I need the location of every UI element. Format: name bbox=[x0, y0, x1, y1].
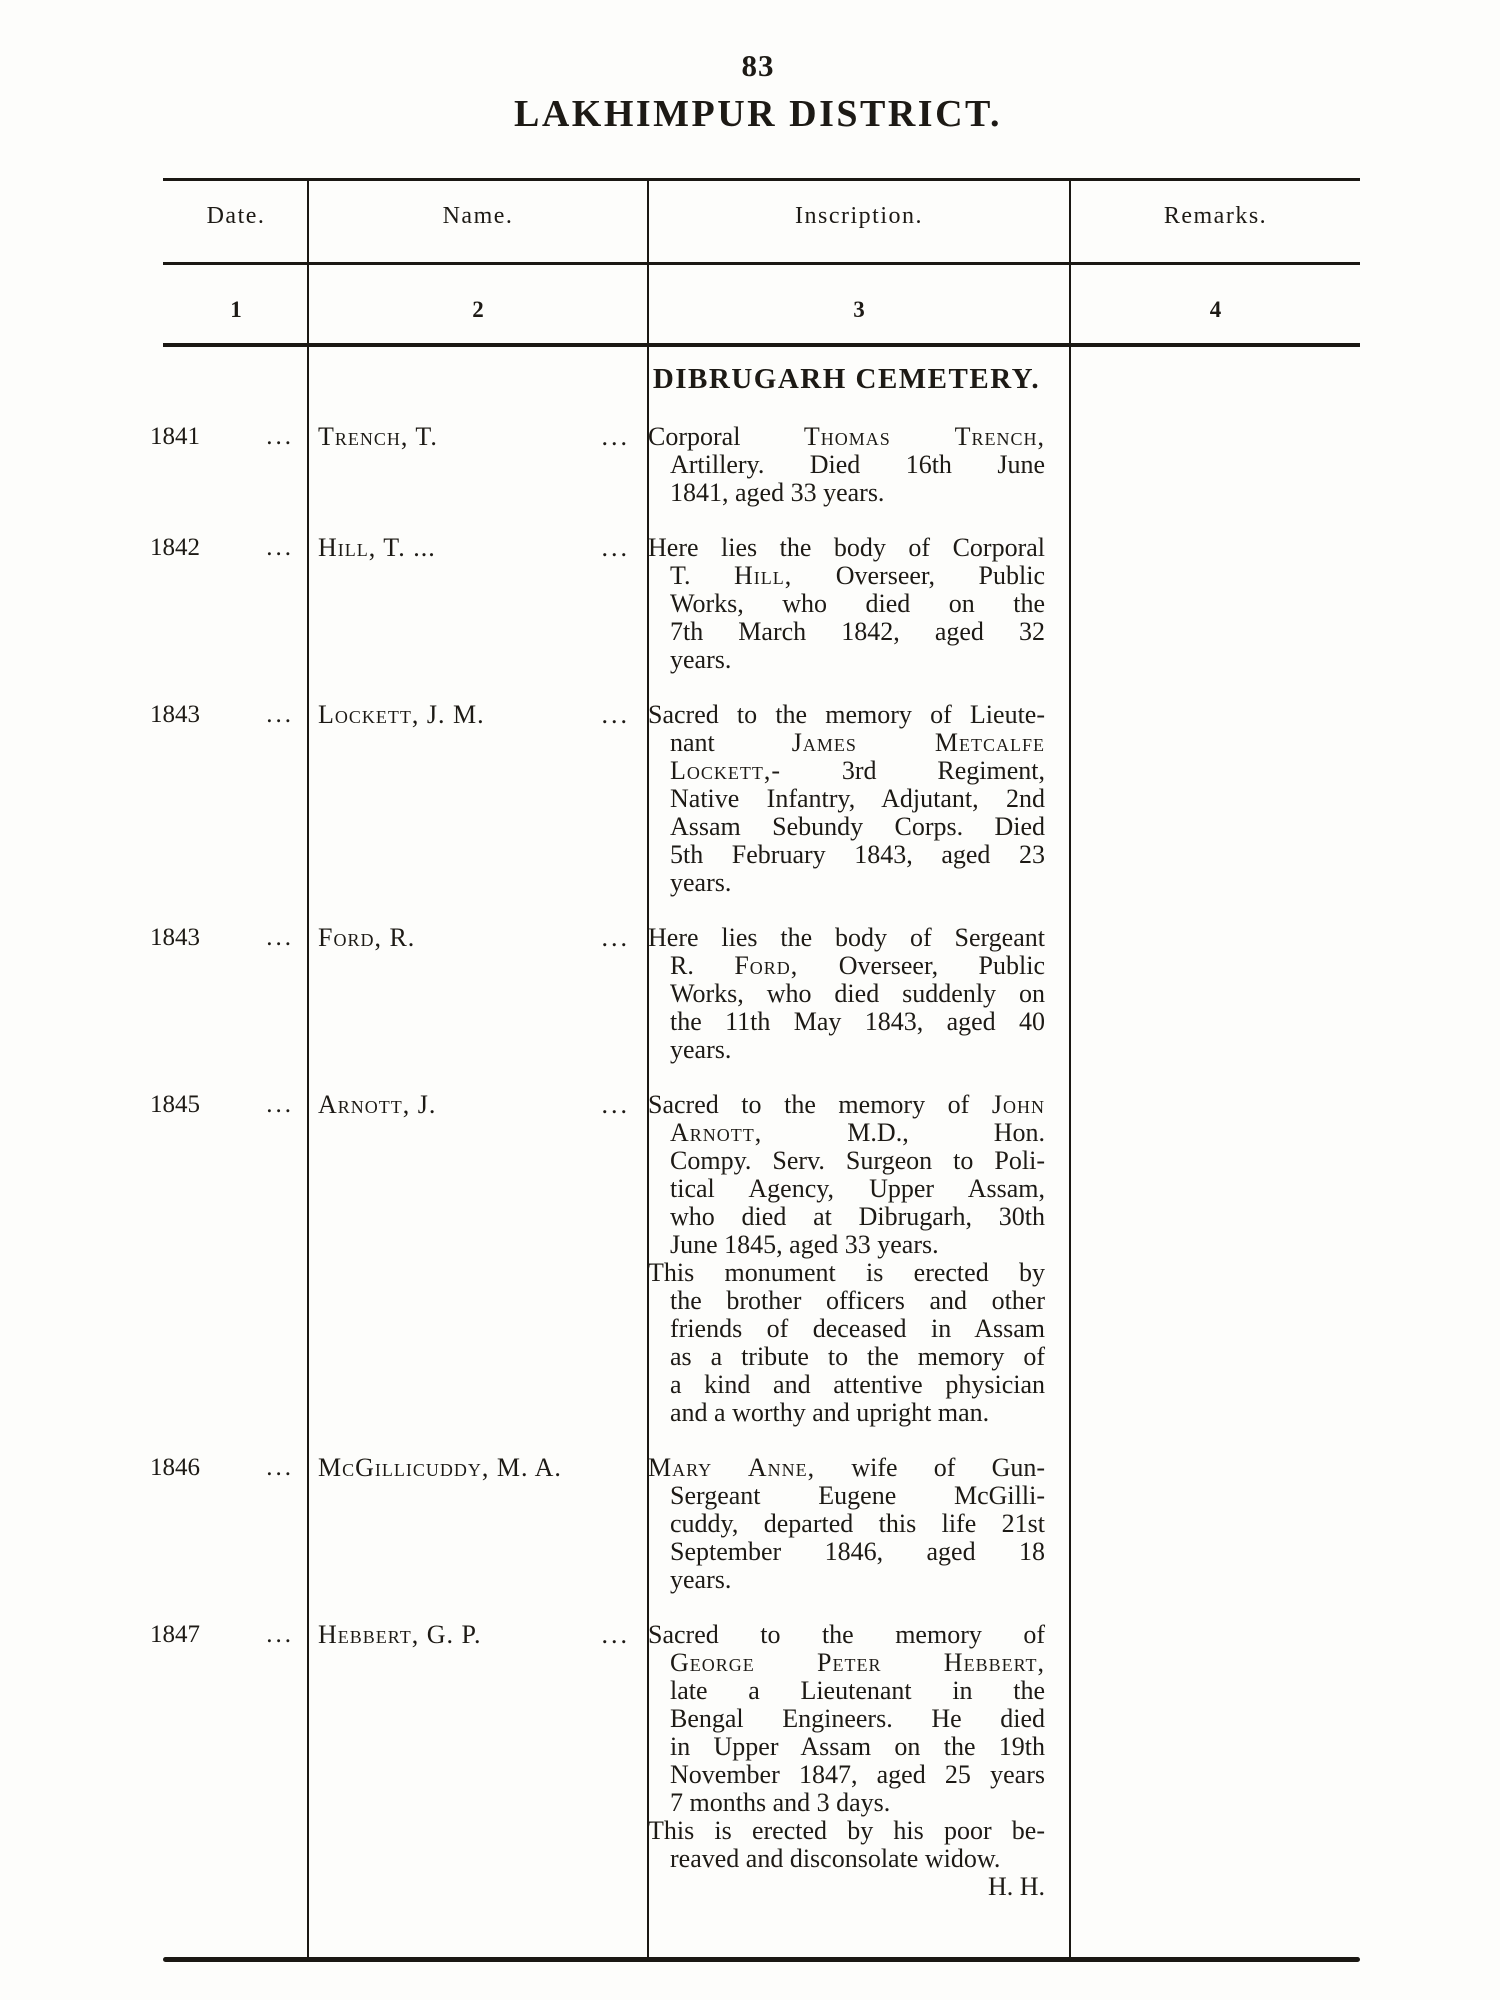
inscription-text: Overseer, Public bbox=[792, 561, 1045, 590]
name-text: Ford, R. bbox=[318, 923, 416, 952]
small-caps-text: Lockett,- bbox=[670, 756, 782, 785]
inscription-line bbox=[648, 1621, 1045, 1649]
page-number: 83 bbox=[741, 48, 775, 83]
inscription-text: M.D., Hon. bbox=[762, 1118, 1045, 1147]
inscription-text: R. bbox=[670, 951, 735, 980]
remarks-cell bbox=[1068, 924, 1360, 1064]
inscription-line bbox=[648, 1789, 1045, 1817]
table-rule-top bbox=[163, 178, 1360, 181]
inscription-line bbox=[648, 1008, 1045, 1036]
inscription-text: This monument is erected by bbox=[648, 1258, 1045, 1287]
inscription-text: Native Infantry, Adjutant, 2nd bbox=[670, 784, 1045, 813]
name-cell bbox=[308, 1454, 648, 1594]
remarks-cell bbox=[1068, 1621, 1360, 1901]
inscription-line bbox=[648, 980, 1045, 1008]
inscription-cell bbox=[648, 423, 1068, 507]
inscription-text: T. bbox=[670, 561, 734, 590]
inscription-text: years. bbox=[670, 1035, 732, 1064]
date-dots: ... bbox=[266, 1621, 294, 1648]
inscription-line bbox=[648, 1510, 1045, 1538]
date-dots: ... bbox=[266, 924, 294, 951]
inscription-text: Sergeant Eugene McGilli- bbox=[670, 1481, 1045, 1510]
inscription-line bbox=[648, 1119, 1045, 1147]
inscription-line bbox=[648, 1677, 1045, 1705]
date-year: 1842 bbox=[150, 534, 200, 561]
inscription-line bbox=[648, 562, 1045, 590]
inscription-text: the 11th May 1843, aged 40 bbox=[670, 1007, 1045, 1036]
inscription-text: This is erected by his poor be- bbox=[648, 1816, 1045, 1845]
inscription-line bbox=[648, 590, 1045, 618]
inscription-line bbox=[648, 1873, 1045, 1901]
inscription-cell bbox=[648, 1091, 1068, 1427]
inscription-line bbox=[648, 1817, 1045, 1845]
inscription-text: Sacred to the memory of Lieute- bbox=[648, 700, 1045, 729]
inscription-text: Compy. Serv. Surgeon to Poli- bbox=[670, 1146, 1045, 1175]
table-row bbox=[148, 1621, 1360, 1901]
small-caps-text: Mary Anne, bbox=[648, 1453, 816, 1482]
inscription-line bbox=[648, 1566, 1045, 1594]
remarks-cell bbox=[1068, 1454, 1360, 1594]
inscription-line bbox=[648, 869, 1045, 897]
inscription-text: Corporal bbox=[648, 422, 804, 451]
inscription-line bbox=[648, 451, 1045, 479]
name-dots: ... bbox=[601, 1090, 630, 1119]
name-dots: ... bbox=[601, 533, 630, 562]
inscription-text: Sacred to the memory of bbox=[648, 1090, 992, 1119]
inscription-text: Works, who died suddenly on bbox=[670, 979, 1045, 1008]
name-text: Lockett, J. M. bbox=[318, 700, 485, 729]
inscription-line bbox=[648, 924, 1045, 952]
name-cell bbox=[308, 924, 648, 1064]
name-text: Hill, T. ... bbox=[318, 533, 436, 562]
inscription-line bbox=[648, 423, 1045, 451]
inscription-cell bbox=[648, 1454, 1068, 1594]
inscription-text: late a Lieutenant in the bbox=[670, 1676, 1045, 1705]
name-cell bbox=[308, 701, 648, 897]
date-cell bbox=[148, 924, 308, 1064]
date-cell bbox=[148, 701, 308, 897]
column-number-4: 4 bbox=[1209, 297, 1222, 322]
table-row bbox=[148, 924, 1360, 1064]
date-year: 1847 bbox=[150, 1621, 200, 1648]
inscription-line bbox=[648, 813, 1045, 841]
name-cell bbox=[308, 534, 648, 674]
inscription-text: Overseer, Public bbox=[798, 951, 1045, 980]
inscription-line bbox=[648, 1454, 1045, 1482]
inscription-line bbox=[648, 1091, 1045, 1119]
inscription-text: as a tribute to the memory of bbox=[670, 1342, 1045, 1371]
inscription-line bbox=[648, 1482, 1045, 1510]
date-dots: ... bbox=[266, 423, 294, 450]
date-cell bbox=[148, 534, 308, 674]
date-dots: ... bbox=[266, 534, 294, 561]
inscription-line bbox=[648, 841, 1045, 869]
column-header-name: Name. bbox=[442, 203, 514, 229]
inscription-text: reaved and disconsolate widow. bbox=[670, 1844, 1001, 1873]
section-heading-row bbox=[148, 362, 1360, 396]
table-row bbox=[148, 701, 1360, 897]
name-dots: ... bbox=[601, 700, 630, 729]
inscription-text: and a worthy and upright man. bbox=[670, 1398, 990, 1427]
date-year: 1846 bbox=[150, 1454, 200, 1481]
inscription-line bbox=[648, 618, 1045, 646]
table-body bbox=[148, 362, 1360, 1901]
inscription-cell bbox=[648, 924, 1068, 1064]
name-text: Arnott, J. bbox=[318, 1090, 437, 1119]
small-caps-text: Hill, bbox=[733, 561, 793, 590]
inscription-text: Artillery. Died 16th June bbox=[670, 450, 1045, 479]
inscription-text: years. bbox=[670, 868, 732, 897]
remarks-cell bbox=[1068, 1091, 1360, 1427]
column-header-inscription: Inscription. bbox=[795, 203, 923, 229]
inscription-text: Here lies the body of Sergeant bbox=[648, 923, 1045, 952]
inscription-text: the brother officers and other bbox=[670, 1286, 1045, 1315]
remarks-cell bbox=[1068, 423, 1360, 507]
inscription-text: Sacred to the memory of bbox=[648, 1620, 1045, 1649]
name-cell bbox=[308, 1091, 648, 1427]
small-caps-text: Arnott, bbox=[670, 1118, 763, 1147]
table-row bbox=[148, 423, 1360, 507]
date-year: 1841 bbox=[150, 423, 200, 450]
remarks-cell bbox=[1068, 701, 1360, 897]
inscription-line bbox=[648, 1287, 1045, 1315]
name-cell bbox=[308, 423, 648, 507]
inscription-text: 3rd Regiment, bbox=[781, 756, 1045, 785]
table-rule-header bbox=[163, 262, 1360, 265]
inscription-text: Assam Sebundy Corps. Died bbox=[670, 812, 1045, 841]
inscription-text: 5th February 1843, aged 23 bbox=[670, 840, 1045, 869]
inscription-line bbox=[648, 701, 1045, 729]
inscription-line bbox=[648, 757, 1045, 785]
table-row bbox=[148, 1091, 1360, 1427]
inscription-text: nant bbox=[670, 728, 792, 757]
inscription-line bbox=[648, 1036, 1045, 1064]
inscription-text: in Upper Assam on the 19th bbox=[670, 1732, 1045, 1761]
inscription-line bbox=[648, 646, 1045, 674]
inscription-text: tical Agency, Upper Assam, bbox=[670, 1174, 1045, 1203]
inscription-line bbox=[648, 1259, 1045, 1287]
inscription-text: wife of Gun- bbox=[815, 1453, 1045, 1482]
inscription-line bbox=[648, 1315, 1045, 1343]
inscription-text: 1841, aged 33 years. bbox=[670, 478, 885, 507]
inscription-line bbox=[648, 1845, 1045, 1873]
name-text: Hebbert, G. P. bbox=[318, 1620, 482, 1649]
date-dots: ... bbox=[266, 1454, 294, 1481]
page-title: LAKHIMPUR DISTRICT. bbox=[513, 93, 1003, 135]
inscription-text: friends of deceased in Assam bbox=[670, 1314, 1045, 1343]
column-number-2: 2 bbox=[472, 297, 484, 322]
name-dots: ... bbox=[601, 422, 630, 451]
inscription-line bbox=[648, 952, 1045, 980]
inscription-line bbox=[648, 1705, 1045, 1733]
inscription-line bbox=[648, 1649, 1045, 1677]
inscription-text: a kind and attentive physician bbox=[670, 1370, 1045, 1399]
section-heading: DIBRUGARH CEMETERY. bbox=[652, 363, 1041, 395]
table-rule-bottom bbox=[163, 1957, 1360, 1962]
inscription-line bbox=[648, 1343, 1045, 1371]
column-number-1: 1 bbox=[230, 297, 242, 322]
inscription-text: years. bbox=[670, 1565, 732, 1594]
inscription-line bbox=[648, 534, 1045, 562]
date-dots: ... bbox=[266, 1091, 294, 1118]
inscription-text: 7th March 1842, aged 32 bbox=[670, 617, 1045, 646]
remarks-cell bbox=[1068, 534, 1360, 674]
small-caps-text: George Peter Hebbert, bbox=[670, 1648, 1045, 1677]
inscription-line bbox=[648, 1175, 1045, 1203]
column-header-date: Date. bbox=[206, 203, 266, 229]
column-header-remarks: Remarks. bbox=[1163, 203, 1268, 229]
table-row bbox=[148, 1454, 1360, 1594]
date-cell bbox=[148, 1454, 308, 1594]
small-caps-text: Thomas Trench, bbox=[803, 422, 1046, 451]
name-cell bbox=[308, 1621, 648, 1901]
date-dots: ... bbox=[266, 701, 294, 728]
inscription-text: Bengal Engineers. He died bbox=[670, 1704, 1045, 1733]
inscription-cell bbox=[648, 701, 1068, 897]
small-caps-text: Ford, bbox=[734, 951, 799, 980]
inscription-text: November 1847, aged 25 years bbox=[670, 1760, 1045, 1789]
inscription-line bbox=[648, 1761, 1045, 1789]
inscription-line bbox=[648, 1538, 1045, 1566]
table-row bbox=[148, 534, 1360, 674]
inscription-line bbox=[648, 1371, 1045, 1399]
inscription-text: who died at Dibrugarh, 30th bbox=[670, 1202, 1045, 1231]
name-dots: ... bbox=[601, 923, 630, 952]
name-dots: ... bbox=[601, 1620, 630, 1649]
inscription-line bbox=[648, 785, 1045, 813]
inscription-text: cuddy, departed this life 21st bbox=[670, 1509, 1045, 1538]
table-rule-body-start bbox=[163, 343, 1360, 347]
inscription-text: H. H. bbox=[987, 1872, 1045, 1901]
inscription-line bbox=[648, 1147, 1045, 1175]
inscription-text: September 1846, aged 18 bbox=[670, 1537, 1045, 1566]
inscription-cell bbox=[648, 1621, 1068, 1901]
inscription-text: Works, who died on the bbox=[670, 589, 1045, 618]
date-year: 1843 bbox=[150, 924, 200, 951]
inscription-line bbox=[648, 1231, 1045, 1259]
inscription-text: 7 months and 3 days. bbox=[670, 1788, 891, 1817]
date-year: 1843 bbox=[150, 701, 200, 728]
date-cell bbox=[148, 1621, 308, 1901]
inscription-text: years. bbox=[670, 645, 732, 674]
inscription-line bbox=[648, 479, 1045, 507]
inscription-line bbox=[648, 1733, 1045, 1761]
small-caps-text: James Metcalfe bbox=[791, 728, 1045, 757]
inscription-cell bbox=[648, 534, 1068, 674]
date-cell bbox=[148, 1091, 308, 1427]
inscription-text: Here lies the body of Corporal bbox=[648, 533, 1045, 562]
date-year: 1845 bbox=[150, 1091, 200, 1118]
column-number-3: 3 bbox=[853, 297, 865, 322]
name-text: McGillicuddy, M. A. bbox=[318, 1453, 562, 1482]
inscription-line bbox=[648, 1203, 1045, 1231]
inscription-line bbox=[648, 729, 1045, 757]
inscription-text: June 1845, aged 33 years. bbox=[670, 1230, 939, 1259]
name-text: Trench, T. bbox=[318, 422, 438, 451]
inscription-line bbox=[648, 1399, 1045, 1427]
date-cell bbox=[148, 423, 308, 507]
small-caps-text: John bbox=[991, 1090, 1045, 1119]
